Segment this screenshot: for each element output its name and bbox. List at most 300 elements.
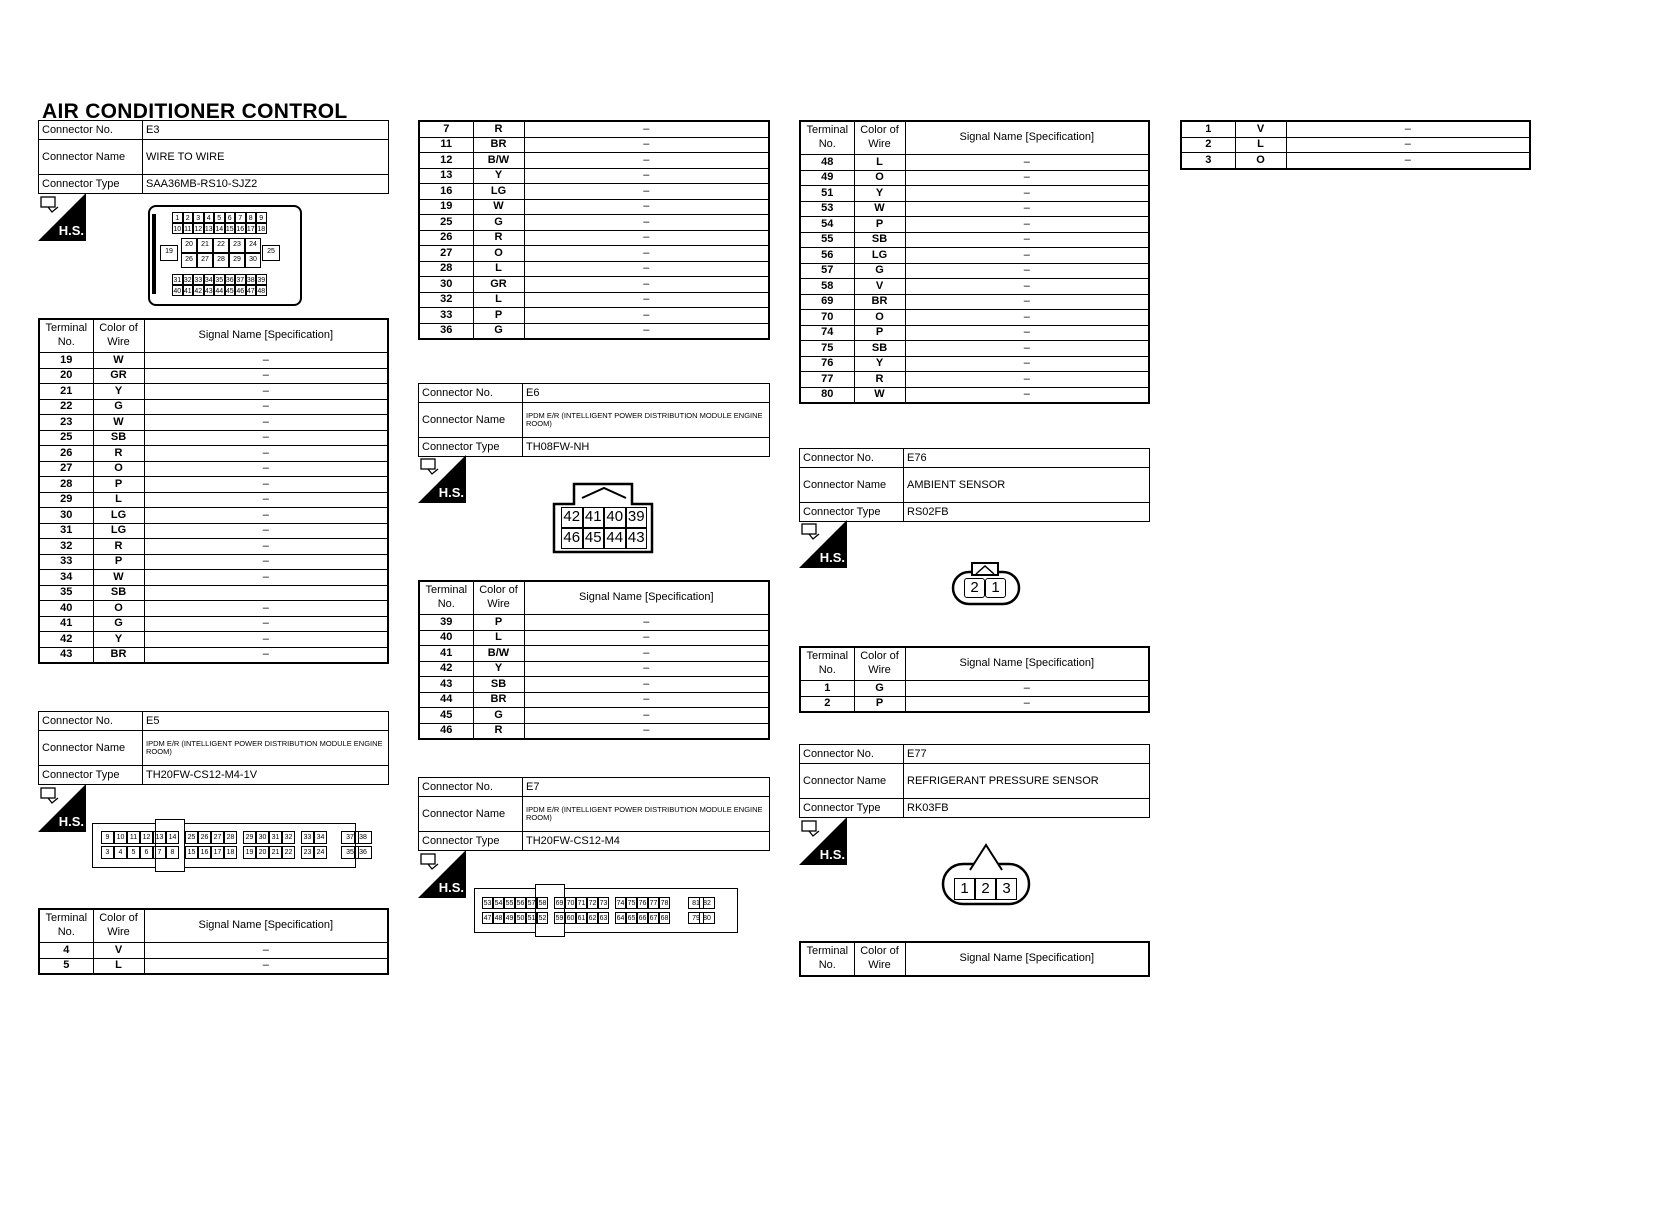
connector-pin: 43 <box>626 528 648 549</box>
connector-pin: 63 <box>598 912 609 924</box>
terminal-no-cell: 40 <box>419 630 473 646</box>
terminal-table-e77 <box>799 941 1150 977</box>
terminal-no-cell: 74 <box>800 325 854 341</box>
wire-color-cell: Y <box>93 384 144 400</box>
hs-label: H.S. <box>438 485 464 500</box>
signal-name-cell: – <box>524 153 769 169</box>
wire-color-cell: G <box>93 399 144 415</box>
connector-pin: 28 <box>213 253 229 268</box>
terminal-table-e3 <box>38 318 389 664</box>
terminal-no-cell: 22 <box>39 399 93 415</box>
signal-name-cell: – <box>524 246 769 262</box>
table-row <box>419 677 769 693</box>
terminal-no-cell: 21 <box>39 384 93 400</box>
label-connector-no: Connector No. <box>419 778 523 797</box>
connector-pin: 76 <box>637 897 648 909</box>
connector-pin: 1 <box>172 212 183 223</box>
connector-pin: 72 <box>587 897 598 909</box>
table-row <box>39 647 388 663</box>
connector-pin: 14 <box>166 831 179 844</box>
header-terminal-no: Terminal No. <box>800 942 854 976</box>
terminal-no-cell: 3 <box>1181 153 1235 169</box>
terminal-no-cell: 41 <box>39 616 93 632</box>
table-row <box>419 615 769 631</box>
signal-name-cell: – <box>144 616 388 632</box>
terminal-no-cell: 30 <box>39 508 93 524</box>
connector-pin: 2 <box>975 878 996 900</box>
connector-pin: 19 <box>160 245 178 261</box>
table-row <box>1181 153 1530 169</box>
terminal-table-e5-continued <box>418 120 770 340</box>
signal-name-cell: – <box>144 570 388 586</box>
connector-pin: 77 <box>648 897 659 909</box>
connector-pin: 68 <box>659 912 670 924</box>
wire-color-cell: P <box>473 615 524 631</box>
terminal-no-cell: 26 <box>419 230 473 246</box>
wire-color-cell: O <box>854 170 905 186</box>
wire-color-cell: B/W <box>473 646 524 662</box>
signal-name-cell: – <box>905 232 1149 248</box>
signal-name-cell: – <box>524 661 769 677</box>
connector-pin: 7 <box>235 212 246 223</box>
connector-pin: 52 <box>537 912 548 924</box>
wire-color-cell: W <box>93 353 144 369</box>
label-connector-type: Connector Type <box>800 503 904 522</box>
connector-pin: 62 <box>587 912 598 924</box>
connector-pin: 24 <box>245 238 261 253</box>
table-row <box>39 384 388 400</box>
table-row <box>419 708 769 724</box>
header-terminal-no: Terminal No. <box>39 319 93 353</box>
signal-name-cell: – <box>144 446 388 462</box>
connector-no-value: E5 <box>143 712 389 731</box>
connector-pin: 25 <box>185 831 198 844</box>
signal-name-cell: – <box>524 277 769 293</box>
connector-pin: 3 <box>996 878 1017 900</box>
connector-pin: 59 <box>554 912 565 924</box>
wire-color-cell: O <box>1235 153 1286 169</box>
terminal-no-cell: 77 <box>800 372 854 388</box>
wire-color-cell: BR <box>473 692 524 708</box>
wire-color-cell: W <box>854 387 905 403</box>
terminal-table-e6 <box>418 580 770 740</box>
connector-pin: 16 <box>235 223 246 234</box>
connector-pin: 31 <box>269 831 282 844</box>
connector-pin: 41 <box>183 285 194 296</box>
table-row <box>39 461 388 477</box>
header-color-of-wire: Color of Wire <box>473 581 524 615</box>
wire-color-cell: Y <box>473 661 524 677</box>
connector-pin: 34 <box>314 831 327 844</box>
terminal-no-cell: 76 <box>800 356 854 372</box>
wire-color-cell: R <box>473 723 524 739</box>
terminal-no-cell: 7 <box>419 121 473 137</box>
table-row <box>800 186 1149 202</box>
signal-name-cell: – <box>905 310 1149 326</box>
table-row <box>419 246 769 262</box>
terminal-no-cell: 26 <box>39 446 93 462</box>
terminal-no-cell: 23 <box>39 415 93 431</box>
wire-color-cell: L <box>473 292 524 308</box>
connector-name-value: IPDM E/R (INTELLIGENT POWER DISTRIBUTION MODULE ENGINE ROOM) <box>143 731 389 766</box>
header-color-of-wire: Color of Wire <box>854 942 905 976</box>
connector-name-value: REFRIGERANT PRESSURE SENSOR <box>904 764 1150 799</box>
header-signal-name: Signal Name [Specification] <box>144 909 388 943</box>
terminal-table-e5 <box>38 908 389 975</box>
label-connector-type: Connector Type <box>419 832 523 851</box>
signal-name-cell: – <box>905 341 1149 357</box>
connector-pin: 1 <box>954 878 975 900</box>
label-connector-name: Connector Name <box>419 797 523 832</box>
table-row <box>419 215 769 231</box>
connector-pin: 48 <box>256 285 267 296</box>
table-row <box>419 137 769 153</box>
terminal-no-cell: 35 <box>39 585 93 601</box>
signal-name-cell: – <box>524 292 769 308</box>
connector-pin: 7 <box>153 846 166 859</box>
connector-pin: 21 <box>197 238 213 253</box>
connector-pin: 10 <box>172 223 183 234</box>
table-row <box>39 632 388 648</box>
connector-pin: 2 <box>964 578 985 598</box>
terminal-no-cell: 75 <box>800 341 854 357</box>
connector-pin: 61 <box>576 912 587 924</box>
table-row <box>39 616 388 632</box>
wire-color-cell: LG <box>473 184 524 200</box>
signal-name-cell: – <box>144 415 388 431</box>
terminal-no-cell: 44 <box>419 692 473 708</box>
wire-color-cell: R <box>473 230 524 246</box>
connector-pin: 13 <box>204 223 215 234</box>
signal-name-cell: – <box>524 677 769 693</box>
header-color-of-wire: Color of Wire <box>854 121 905 155</box>
header-signal-name: Signal Name [Specification] <box>905 942 1149 976</box>
connector-pin: 38 <box>246 274 257 285</box>
connector-pin: 38 <box>354 831 372 844</box>
connector-pin: 42 <box>193 285 204 296</box>
terminal-no-cell: 34 <box>39 570 93 586</box>
terminal-no-cell: 42 <box>39 632 93 648</box>
connector-pin: 75 <box>626 897 637 909</box>
connector-pin: 4 <box>204 212 215 223</box>
table-row <box>800 217 1149 233</box>
wire-color-cell: W <box>854 201 905 217</box>
connector-pin: 18 <box>224 846 237 859</box>
header-signal-name: Signal Name [Specification] <box>905 647 1149 681</box>
wire-color-cell: W <box>93 415 144 431</box>
header-color-of-wire: Color of Wire <box>854 647 905 681</box>
label-connector-no: Connector No. <box>39 121 143 140</box>
wire-color-cell: G <box>854 681 905 697</box>
connector-info-e77 <box>799 744 1150 818</box>
connector-pin: 23 <box>301 846 314 859</box>
label-connector-name: Connector Name <box>39 731 143 766</box>
wire-color-cell: R <box>93 539 144 555</box>
label-connector-no: Connector No. <box>39 712 143 731</box>
wire-color-cell: P <box>93 477 144 493</box>
terminal-no-cell: 36 <box>419 323 473 339</box>
connector-face-e7 <box>474 888 738 933</box>
table-row <box>1181 121 1530 137</box>
connector-pin: 70 <box>565 897 576 909</box>
connector-pin: 15 <box>185 846 198 859</box>
table-row <box>419 168 769 184</box>
label-connector-no: Connector No. <box>419 384 523 403</box>
signal-name-cell: – <box>144 461 388 477</box>
connector-pin: 29 <box>243 831 256 844</box>
connector-pin: 42 <box>561 507 583 528</box>
connector-pin: 27 <box>211 831 224 844</box>
table-row <box>39 415 388 431</box>
terminal-no-cell: 30 <box>419 277 473 293</box>
connector-pin: 28 <box>224 831 237 844</box>
terminal-no-cell: 28 <box>39 477 93 493</box>
wire-color-cell: SB <box>93 585 144 601</box>
terminal-no-cell: 48 <box>800 155 854 171</box>
wire-color-cell: R <box>473 121 524 137</box>
signal-name-cell: – <box>144 554 388 570</box>
terminal-no-cell: 58 <box>800 279 854 295</box>
table-row <box>1181 137 1530 153</box>
signal-name-cell: – <box>144 508 388 524</box>
connector-type-value: TH20FW-CS12-M4-1V <box>143 766 389 785</box>
connector-pin: 32 <box>282 831 295 844</box>
wire-color-cell: L <box>1235 137 1286 153</box>
table-row <box>419 199 769 215</box>
signal-name-cell: – <box>144 368 388 384</box>
connector-pin: 66 <box>637 912 648 924</box>
connector-hand-icon <box>420 457 442 475</box>
connector-pin: 24 <box>314 846 327 859</box>
wire-color-cell: L <box>854 155 905 171</box>
terminal-no-cell: 28 <box>419 261 473 277</box>
terminal-no-cell: 70 <box>800 310 854 326</box>
wire-color-cell: L <box>93 492 144 508</box>
wire-color-cell: BR <box>93 647 144 663</box>
signal-name-cell: – <box>524 308 769 324</box>
connector-pin: 8 <box>166 846 179 859</box>
signal-name-cell: – <box>144 353 388 369</box>
signal-name-cell: – <box>144 647 388 663</box>
signal-name-cell: – <box>524 199 769 215</box>
wire-color-cell: O <box>473 246 524 262</box>
connector-pin: 19 <box>243 846 256 859</box>
terminal-no-cell: 20 <box>39 368 93 384</box>
connector-pin: 78 <box>659 897 670 909</box>
terminal-no-cell: 51 <box>800 186 854 202</box>
wire-color-cell: G <box>473 215 524 231</box>
label-connector-name: Connector Name <box>800 468 904 503</box>
connector-pin: 36 <box>225 274 236 285</box>
connector-no-value: E3 <box>143 121 389 140</box>
connector-pin: 17 <box>246 223 257 234</box>
connector-pin: 40 <box>604 507 626 528</box>
wire-color-cell: LG <box>93 508 144 524</box>
signal-name-cell: – <box>144 539 388 555</box>
wire-color-cell: Y <box>854 356 905 372</box>
connector-pin: 46 <box>235 285 246 296</box>
signal-name-cell: – <box>144 632 388 648</box>
table-row <box>800 325 1149 341</box>
connector-pin: 34 <box>204 274 215 285</box>
signal-name-cell: – <box>905 325 1149 341</box>
signal-name-cell: – <box>524 630 769 646</box>
harness-side-icon <box>799 817 847 865</box>
wire-color-cell: L <box>473 261 524 277</box>
signal-name-cell: – <box>905 248 1149 264</box>
connector-pin: 39 <box>626 507 648 528</box>
table-row <box>39 601 388 617</box>
wire-color-cell: P <box>854 696 905 712</box>
connector-pin: 53 <box>482 897 493 909</box>
connector-pin: 40 <box>172 285 183 296</box>
connector-pin: 36 <box>354 846 372 859</box>
terminal-no-cell: 43 <box>419 677 473 693</box>
connector-pin: 30 <box>245 253 261 268</box>
header-terminal-no: Terminal No. <box>800 121 854 155</box>
table-row <box>800 263 1149 279</box>
connector-pin: 32 <box>183 274 194 285</box>
connector-pin: 8 <box>246 212 257 223</box>
connector-pin: 11 <box>127 831 140 844</box>
signal-name-cell: – <box>1286 137 1530 153</box>
wire-color-cell: O <box>93 601 144 617</box>
header-signal-name: Signal Name [Specification] <box>524 581 769 615</box>
connector-pin: 20 <box>256 846 269 859</box>
label-connector-name: Connector Name <box>39 140 143 175</box>
connector-pin: 4 <box>114 846 127 859</box>
hs-label: H.S. <box>58 814 84 829</box>
signal-name-cell: – <box>144 601 388 617</box>
table-row <box>419 692 769 708</box>
table-row <box>419 723 769 739</box>
connector-info-e3 <box>38 120 389 194</box>
wire-color-cell: V <box>854 279 905 295</box>
connector-pin: 26 <box>198 831 211 844</box>
header-signal-name: Signal Name [Specification] <box>905 121 1149 155</box>
connector-pin: 45 <box>225 285 236 296</box>
connector-pin: 74 <box>615 897 626 909</box>
table-row <box>800 387 1149 403</box>
table-row <box>39 477 388 493</box>
wire-color-cell: SB <box>93 430 144 446</box>
table-row <box>39 446 388 462</box>
signal-name-cell: – <box>144 958 388 974</box>
signal-name-cell: – <box>905 279 1149 295</box>
harness-side-icon <box>38 784 86 832</box>
signal-name-cell <box>144 585 388 601</box>
connector-type-value: TH20FW-CS12-M4 <box>523 832 770 851</box>
connector-no-value: E76 <box>904 449 1150 468</box>
signal-name-cell: – <box>905 155 1149 171</box>
header-terminal-no: Terminal No. <box>800 647 854 681</box>
wire-color-cell: R <box>854 372 905 388</box>
connector-pin: 12 <box>193 223 204 234</box>
wire-color-cell: G <box>854 263 905 279</box>
signal-name-cell: – <box>905 356 1149 372</box>
table-row <box>800 170 1149 186</box>
table-row <box>419 261 769 277</box>
table-row <box>39 570 388 586</box>
table-row <box>39 399 388 415</box>
connector-pin: 45 <box>583 528 605 549</box>
connector-type-value: SAA36MB-RS10-SJZ2 <box>143 175 389 194</box>
wire-color-cell: O <box>854 310 905 326</box>
wire-color-cell: BR <box>854 294 905 310</box>
connector-pin: 20 <box>181 238 197 253</box>
wire-color-cell: SB <box>854 232 905 248</box>
table-row <box>39 430 388 446</box>
terminal-no-cell: 40 <box>39 601 93 617</box>
connector-pin: 37 <box>235 274 246 285</box>
connector-pin: 46 <box>561 528 583 549</box>
terminal-no-cell: 43 <box>39 647 93 663</box>
connector-pin: 51 <box>526 912 537 924</box>
connector-pin: 47 <box>482 912 493 924</box>
page-title: AIR CONDITIONER CONTROL <box>42 100 348 123</box>
label-connector-type: Connector Type <box>39 175 143 194</box>
table-row <box>39 943 388 959</box>
terminal-no-cell: 12 <box>419 153 473 169</box>
connector-pin: 3 <box>193 212 204 223</box>
signal-name-cell: – <box>524 615 769 631</box>
connector-pin: 57 <box>526 897 537 909</box>
connector-info-e6 <box>418 383 770 457</box>
connector-pin: 33 <box>301 831 314 844</box>
signal-name-cell: – <box>905 263 1149 279</box>
signal-name-cell: – <box>524 230 769 246</box>
signal-name-cell: – <box>524 215 769 231</box>
harness-side-icon <box>418 455 466 503</box>
wire-color-cell: V <box>1235 121 1286 137</box>
wire-color-cell: W <box>473 199 524 215</box>
wire-color-cell: P <box>473 308 524 324</box>
terminal-no-cell: 42 <box>419 661 473 677</box>
table-row <box>419 630 769 646</box>
table-row <box>39 554 388 570</box>
signal-name-cell: – <box>1286 121 1530 137</box>
header-color-of-wire: Color of Wire <box>93 319 144 353</box>
connector-no-value: E6 <box>523 384 770 403</box>
table-row <box>39 958 388 974</box>
table-row <box>39 368 388 384</box>
connector-pin: 37 <box>341 831 359 844</box>
signal-name-cell: – <box>905 696 1149 712</box>
table-row <box>800 279 1149 295</box>
signal-name-cell: – <box>524 692 769 708</box>
connector-pin: 41 <box>583 507 605 528</box>
connector-type-value: RS02FB <box>904 503 1150 522</box>
table-row <box>800 310 1149 326</box>
wire-color-cell: P <box>854 217 905 233</box>
terminal-no-cell: 54 <box>800 217 854 233</box>
connector-pin: 50 <box>515 912 526 924</box>
table-row <box>419 121 769 137</box>
table-row <box>800 696 1149 712</box>
signal-name-cell: – <box>144 477 388 493</box>
terminal-no-cell: 1 <box>1181 121 1235 137</box>
terminal-no-cell: 41 <box>419 646 473 662</box>
connector-pin: 65 <box>626 912 637 924</box>
terminal-no-cell: 32 <box>39 539 93 555</box>
header-terminal-no: Terminal No. <box>419 581 473 615</box>
signal-name-cell: – <box>905 294 1149 310</box>
terminal-no-cell: 25 <box>419 215 473 231</box>
signal-name-cell: – <box>144 399 388 415</box>
hs-label: H.S. <box>438 880 464 895</box>
signal-name-cell: – <box>144 943 388 959</box>
connector-pin: 49 <box>504 912 515 924</box>
